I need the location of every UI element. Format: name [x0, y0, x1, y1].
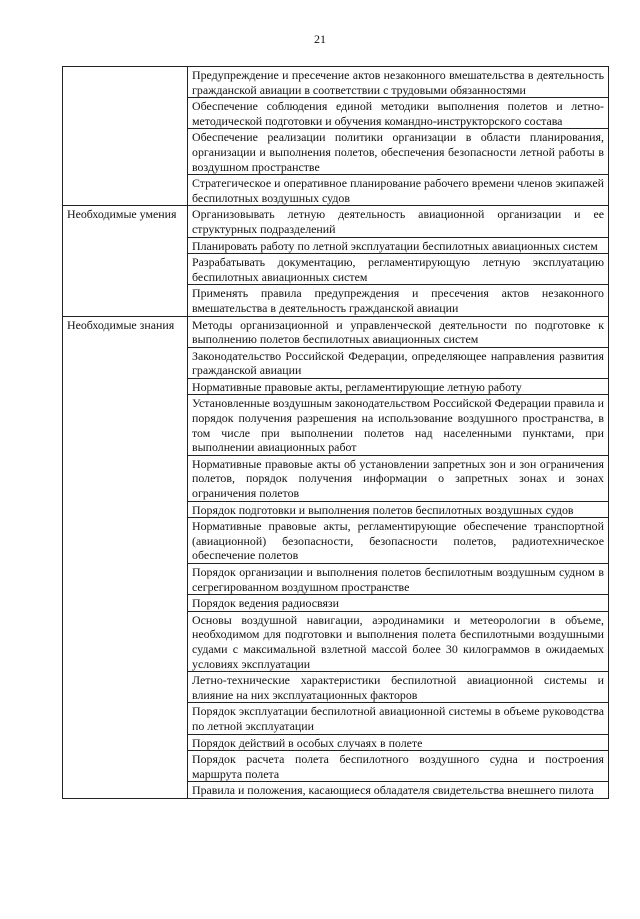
group-label-empty — [63, 501, 188, 518]
group-label-skills: Необходимые умения — [63, 206, 188, 237]
table-row — [63, 254, 609, 285]
group-label-empty — [63, 347, 188, 378]
table-row — [63, 611, 609, 671]
group-label-empty — [63, 703, 188, 734]
table-cell-item: Порядок ведения радиосвязи — [188, 595, 609, 612]
table-cell-item: Обеспечение реализации политики организации в области планирования, организации и выполнения полетов, обеспечения безопасности летной работы в воздушном пространстве — [188, 129, 609, 175]
table-cell-item: Нормативные правовые акты, регламентирующие летную работу — [188, 378, 609, 395]
table-row — [63, 751, 609, 782]
table-cell-item: Методы организационной и управленческой деятельности по подготовке к выполнению полетов беспилотных авиационных систем — [188, 316, 609, 347]
table-cell-item: Нормативные правовые акты, регламентирующие обеспечение транспортной (авиационной) безопасности, безопасности полетов, радиотехническое обеспечение полетов — [188, 518, 609, 564]
table-cell-item: Порядок расчета полета беспилотного воздушного судна и построения маршрута полета — [188, 751, 609, 782]
table-cell-item: Основы воздушной навигации, аэродинамики и метеорологии в объеме, необходимом для подготовки и выполнения полета беспилотными воздушными судами с максимальной взлетной массой более 30 килограммов в ожидаемых условиях эксплуатации — [188, 611, 609, 671]
table-row — [63, 734, 609, 751]
table-row — [63, 316, 609, 347]
table-row — [63, 67, 609, 98]
group-label-empty — [63, 611, 188, 671]
page-number: 21 — [314, 32, 326, 46]
table-cell-item: Обеспечение соблюдения единой методики выполнения полетов и летно-методической подготовки и обучения командно-инструкторского состава — [188, 98, 609, 129]
table-row — [63, 782, 609, 799]
group-label-knowledge: Необходимые знания — [63, 316, 188, 347]
group-label-empty — [63, 455, 188, 501]
table-row — [63, 206, 609, 237]
table-cell-item: Разрабатывать документацию, регламентирующую летную эксплуатацию беспилотных авиационных систем — [188, 254, 609, 285]
table-cell-item: Применять правила предупреждения и пресечения актов незаконного вмешательства в деятельность гражданской авиации — [188, 285, 609, 316]
group-label-empty — [63, 751, 188, 782]
table-row — [63, 395, 609, 455]
group-label-empty — [63, 254, 188, 285]
group-label-empty — [63, 285, 188, 316]
group-label-empty — [63, 564, 188, 595]
table-row — [63, 285, 609, 316]
table-cell-item: Стратегическое и оперативное планирование рабочего времени членов экипажей беспилотных воздушных судов — [188, 175, 609, 206]
group-label-empty — [63, 237, 188, 254]
table-cell-item: Летно-технические характеристики беспилотной авиационной системы и влияние на них эксплуатационных факторов — [188, 672, 609, 703]
table-row — [63, 237, 609, 254]
group-label-empty — [63, 595, 188, 612]
group-label-empty — [63, 518, 188, 564]
table-cell-item: Нормативные правовые акты об установлении запретных зон и зон ограничения полетов, порядок получения информации о запретных зонах и зонах ограничения полетов — [188, 455, 609, 501]
table-row — [63, 672, 609, 703]
table-row — [63, 501, 609, 518]
table-cell-item: Предупреждение и пресечение актов незаконного вмешательства в деятельность гражданской авиации в соответствии с трудовыми обязанностями — [188, 67, 609, 98]
group-label-empty — [63, 672, 188, 703]
group-label — [63, 67, 188, 98]
table-row — [63, 518, 609, 564]
table-cell-item: Правила и положения, касающиеся обладателя свидетельства внешнего пилота — [188, 782, 609, 799]
table-cell-item: Планировать работу по летной эксплуатации беспилотных авиационных систем — [188, 237, 609, 254]
table-row — [63, 175, 609, 206]
table-cell-item: Организовывать летную деятельность авиационной организации и ее структурных подразделений — [188, 206, 609, 237]
table-cell-item: Порядок эксплуатации беспилотной авиационной системы в объеме руководства по летной эксплуатации — [188, 703, 609, 734]
group-label-empty — [63, 175, 188, 206]
table-cell-item: Порядок действий в особых случаях в полете — [188, 734, 609, 751]
group-label-empty — [63, 129, 188, 175]
table-row — [63, 564, 609, 595]
table-cell-item: Порядок организации и выполнения полетов беспилотным воздушным судном в сегрегированном воздушном пространстве — [188, 564, 609, 595]
group-label-empty — [63, 782, 188, 799]
group-label-empty — [63, 378, 188, 395]
table-row — [63, 703, 609, 734]
table-row — [63, 347, 609, 378]
table-cell-item: Порядок подготовки и выполнения полетов беспилотных воздушных судов — [188, 501, 609, 518]
table-row — [63, 129, 609, 175]
group-label-empty — [63, 734, 188, 751]
table-cell-item: Законодательство Российской Федерации, определяющее направления развития гражданской авиации — [188, 347, 609, 378]
table-row — [63, 595, 609, 612]
table-row — [63, 455, 609, 501]
group-label-empty — [63, 98, 188, 129]
table-cell-item: Установленные воздушным законодательством Российской Федерации правила и порядок получения разрешения на использование воздушного пространства, в том числе при выполнении полетов над населенными пунктами, при выполнении авиационных работ — [188, 395, 609, 455]
qualification-requirements-table — [62, 66, 609, 799]
group-label-empty — [63, 395, 188, 455]
table-row — [63, 378, 609, 395]
table-row — [63, 98, 609, 129]
